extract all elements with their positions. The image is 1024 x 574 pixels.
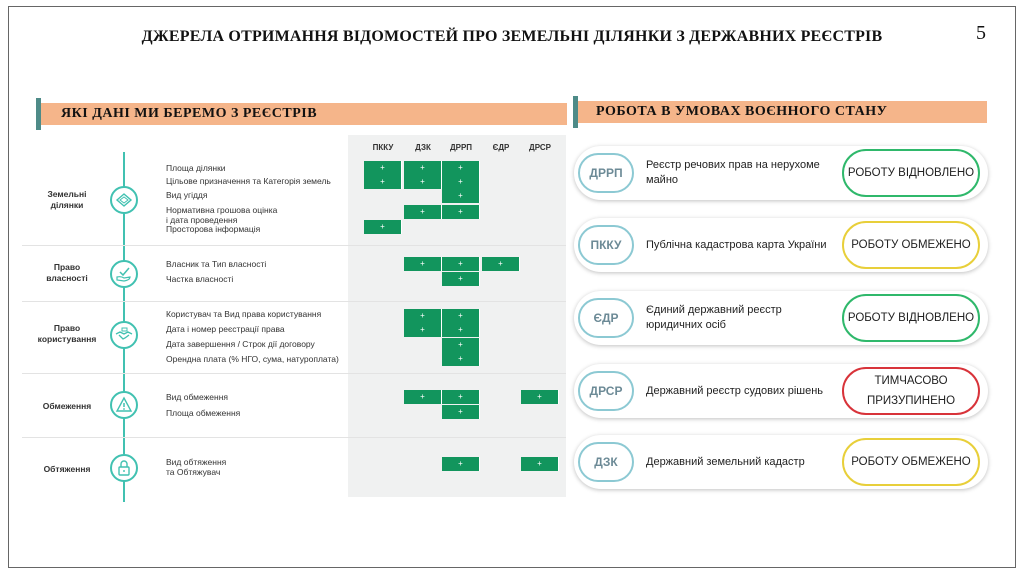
attribute-label: Вид обмеження bbox=[166, 392, 229, 402]
attribute-label: Просторова інформація bbox=[166, 224, 261, 234]
registry-mark: + bbox=[404, 257, 442, 271]
registry-mark: + bbox=[442, 352, 480, 366]
registry-mark: + bbox=[482, 257, 520, 271]
land-plot-icon bbox=[110, 186, 138, 214]
registry-mark: + bbox=[521, 457, 559, 471]
registry-row bbox=[574, 435, 988, 489]
registry-name: Державний земельний кадастр bbox=[646, 455, 805, 468]
registry-name: Реєстр речових прав на нерухоме майно bbox=[646, 159, 820, 186]
warning-icon bbox=[110, 391, 138, 419]
slide-title: ДЖЕРЕЛА ОТРИМАННЯ ВІДОМОСТЕЙ ПРО ЗЕМЕЛЬНІ ДІЛЯНКИ З ДЕРЖАВНИХ РЕЄСТРІВ bbox=[141, 28, 883, 45]
category-separator bbox=[22, 245, 566, 246]
registry-mark: + bbox=[442, 205, 480, 219]
attribute-label: Цільове призначення та Категорія земель bbox=[166, 176, 331, 186]
category-label: Право власності bbox=[46, 262, 88, 283]
registry-name: Єдиний державний реєстр юридичних осіб bbox=[646, 304, 782, 331]
attribute-label: Власник та Тип власності bbox=[166, 259, 267, 269]
attribute-label: Площа обмеження bbox=[166, 408, 241, 418]
category-separator bbox=[22, 373, 566, 374]
category-separator bbox=[22, 301, 566, 302]
registry-abbreviation: ЄДР bbox=[578, 298, 634, 338]
registry-mark: + bbox=[521, 390, 559, 404]
registry-mark: + bbox=[442, 161, 480, 175]
registry-row bbox=[574, 218, 988, 272]
attribute-label: Вид обтяження та Обтяжувач bbox=[166, 457, 227, 477]
attribute-label: Дата завершення / Строк дії договору bbox=[166, 339, 315, 349]
registry-mark: + bbox=[442, 175, 480, 189]
attribute-label: Вид угіддя bbox=[166, 190, 208, 200]
category-separator bbox=[22, 437, 566, 438]
registry-row bbox=[574, 291, 988, 345]
category-label: Обтяження bbox=[43, 464, 91, 474]
hand-check-icon bbox=[110, 260, 138, 288]
registry-mark: + bbox=[442, 272, 480, 286]
registry-mark: + bbox=[404, 390, 442, 404]
registry-mark: + bbox=[404, 161, 442, 175]
column-header-1: ПККУ bbox=[372, 143, 394, 152]
attribute-label: Нормативна грошова оцінка і дата проведення bbox=[166, 205, 278, 225]
registry-row bbox=[574, 364, 988, 418]
registry-mark: + bbox=[404, 309, 442, 323]
registry-abbreviation: ПККУ bbox=[578, 225, 634, 265]
registry-mark: + bbox=[364, 175, 402, 189]
attribute-label: Користувач та Вид права користування bbox=[166, 309, 322, 319]
registry-row bbox=[574, 146, 988, 200]
registry-mark: + bbox=[442, 457, 480, 471]
registry-mark: + bbox=[442, 189, 480, 203]
registry-name: Державний реєстр судових рішень bbox=[646, 384, 824, 397]
category-label: Право користування bbox=[37, 323, 97, 344]
column-header-5: ДРСР bbox=[529, 143, 551, 152]
registry-name: Публічна кадастрова карта України bbox=[646, 238, 827, 251]
registry-status-badge: РОБОТУ ОБМЕЖЕНО bbox=[842, 438, 980, 486]
registry-mark: + bbox=[442, 257, 480, 271]
category-label: Обмеження bbox=[42, 401, 92, 411]
registry-mark: + bbox=[364, 161, 402, 175]
registry-abbreviation: ДЗК bbox=[578, 442, 634, 482]
registry-status-badge: ТИМЧАСОВО ПРИЗУПИНЕНО bbox=[842, 367, 980, 415]
registry-status-badge: РОБОТУ ВІДНОВЛЕНО bbox=[842, 294, 980, 342]
registry-abbreviation: ДРРП bbox=[578, 153, 634, 193]
right-section-header: РОБОТА В УМОВАХ ВОЄННОГО СТАНУ bbox=[578, 101, 987, 123]
registry-mark: + bbox=[404, 175, 442, 189]
registry-mark: + bbox=[364, 220, 402, 234]
category-label: Земельні ділянки bbox=[47, 189, 87, 210]
handshake-icon bbox=[110, 321, 138, 349]
lock-icon bbox=[110, 454, 138, 482]
column-header-4: ЄДР bbox=[492, 143, 510, 152]
registry-mark: + bbox=[442, 323, 480, 337]
registry-abbreviation: ДРСР bbox=[578, 371, 634, 411]
registry-mark: + bbox=[404, 205, 442, 219]
registry-mark: + bbox=[442, 309, 480, 323]
attribute-label: Частка власності bbox=[166, 274, 234, 284]
registry-mark: + bbox=[442, 338, 480, 352]
attribute-label: Дата і номер реєстрації права bbox=[166, 324, 285, 334]
column-header-3: ДРРП bbox=[449, 143, 473, 152]
registry-mark: + bbox=[442, 390, 480, 404]
registry-mark: + bbox=[404, 323, 442, 337]
registry-mark: + bbox=[442, 405, 480, 419]
registry-status-badge: РОБОТУ ОБМЕЖЕНО bbox=[842, 221, 980, 269]
registry-status-badge: РОБОТУ ВІДНОВЛЕНО bbox=[842, 149, 980, 197]
attribute-label: Орендна плата (% НГО, сума, натуроплата) bbox=[166, 354, 339, 364]
slide-number: 5 bbox=[976, 22, 986, 44]
left-section-header: ЯКІ ДАНІ МИ БЕРЕМО З РЕЄСТРІВ bbox=[41, 103, 567, 125]
attribute-label: Площа ділянки bbox=[166, 163, 226, 173]
column-header-2: ДЗК bbox=[415, 143, 431, 152]
